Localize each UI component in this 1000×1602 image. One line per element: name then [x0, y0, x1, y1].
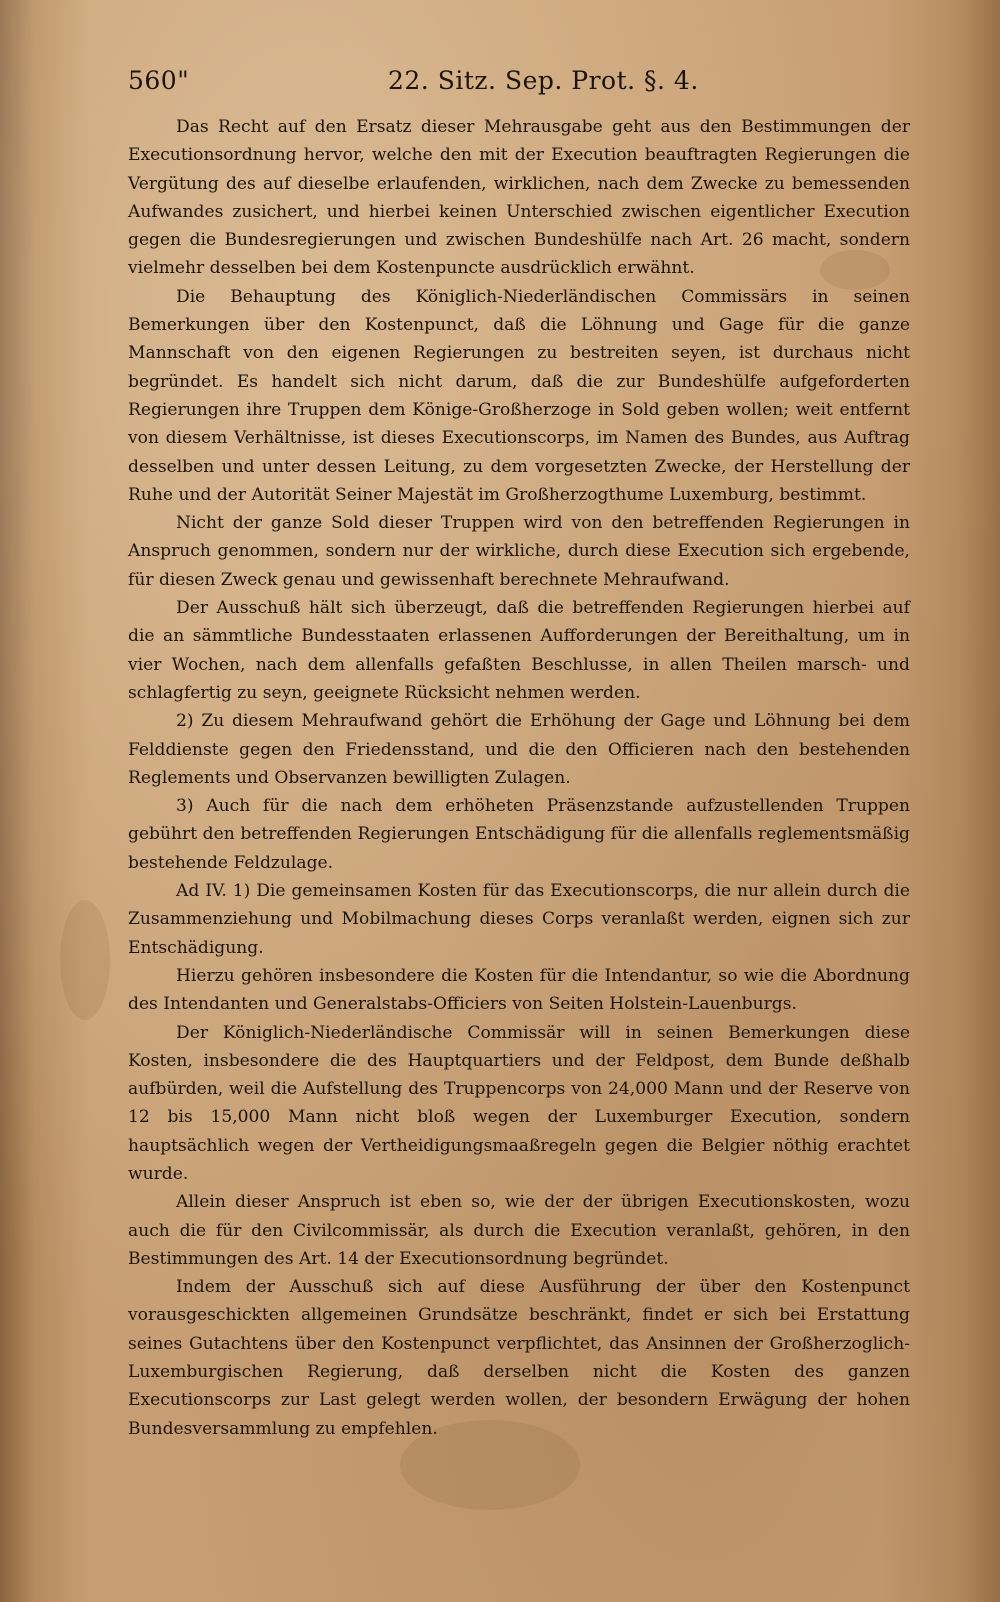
- paragraph: Die Behauptung des Königlich-Niederländischen Commissärs in seinen Bemerkungen über den Kostenpunct, daß die Löhnung und Gage für die ganze Mannschaft von den eigenen Regierungen zu bestreiten seyen, ist durchaus nicht begründet. Es handelt sich nicht darum, daß die zur Bundeshülfe aufgeforderten Regierungen ihre Truppen dem Könige-Großherzoge in Sold geben wollen; weit entfernt von diesem Verhältnisse, ist dieses Executionscorps, im Namen des Bundes, aus Auftrag desselben und unter dessen Leitung, zu dem vorgesetzten Zwecke, der Herstellung der Ruhe und der Autorität Seiner Majestät im Großherzogthume Luxemburg, bestimmt.: [128, 286, 910, 505]
- page-header: [128, 66, 910, 106]
- paragraph: Nicht der ganze Sold dieser Truppen wird von den betreffenden Regierungen in Anspruch genommen, sondern nur der wirkliche, durch diese Execution sich ergebende, für diesen Zweck genau und gewissenhaft berechnete Mehraufwand.: [128, 513, 910, 590]
- running-head: 22. Sitz. Sep. Prot. §. 4.: [388, 66, 699, 95]
- paragraph: Allein dieser Anspruch ist eben so, wie der der übrigen Executionskosten, wozu auch die für den Civilcommissär, als durch die Execution veranlaßt, gehören, in den Bestimmungen des Art. 14 der Executionsordnung begründet.: [128, 1192, 910, 1269]
- paragraph: Ad IV. 1) Die gemeinsamen Kosten für das Executionscorps, die nur allein durch die Zusammenziehung und Mobilmachung dieses Corps veranlaßt werden, eignen sich zur Entschädigung.: [128, 881, 910, 958]
- paragraph: Indem der Ausschuß sich auf diese Ausführung der über den Kostenpunct vorausgeschickten allgemeinen Grundsätze beschränkt, findet er sich bei Erstattung seines Gutachtens über den Kostenpunct verpflichtet, das Ansinnen der Großherzoglich-Luxemburgischen Regierung, daß derselben nicht die Kosten des ganzen Executionscorps zur Last gelegt werden wollen, der besondern Erwägung der hohen Bundesversammlung zu empfehlen.: [128, 1277, 910, 1439]
- body-text: [128, 113, 910, 1443]
- paper-stain: [60, 900, 110, 1020]
- paragraph: 3) Auch für die nach dem erhöheten Präsenzstande aufzustellenden Truppen gebührt den betreffenden Regierungen Entschädigung für die allenfalls reglementsmäßig bestehende Feldzulage.: [128, 796, 910, 873]
- page-number: 560": [128, 66, 190, 95]
- paragraph: Das Recht auf den Ersatz dieser Mehrausgabe geht aus den Bestimmungen der Executionsordnung hervor, welche den mit der Execution beauftragten Regierungen die Vergütung des auf dieselbe erlaufenden, wirklichen, nach dem Zwecke zu bemessenden Aufwandes zusichert, und hierbei keinen Unterschied zwischen eigentlicher Execution gegen die Bundesregierungen und zwischen Bundeshülfe nach Art. 26 macht, sondern vielmehr desselben bei dem Kostenpuncte ausdrücklich erwähnt.: [128, 117, 910, 279]
- paragraph: Hierzu gehören insbesondere die Kosten für die Intendantur, so wie die Abordnung des Intendanten und Generalstabs-Officiers von Seiten Holstein-Lauenburgs.: [128, 965, 910, 1015]
- paragraph: Der Ausschuß hält sich überzeugt, daß die betreffenden Regierungen hierbei auf die an sämmtliche Bundesstaaten erlassenen Aufforderungen der Bereithaltung, um in vier Wochen, nach dem allenfalls gefaßten Beschlusse, in allen Theilen marsch- und schlagfertig zu seyn, geeignete Rücksicht nehmen werden.: [128, 598, 910, 703]
- paragraph: Der Königlich-Niederländische Commissär will in seinen Bemerkungen diese Kosten, insbesondere die des Hauptquartiers und der Feldpost, dem Bunde deßhalb aufbürden, weil die Aufstellung des Truppencorps von 24,000 Mann und der Reserve von 12 bis 15,000 Mann nicht bloß wegen der Luxemburger Execution, sondern hauptsächlich wegen der Vertheidigungsmaaßregeln gegen die Belgier nöthig erachtet wurde.: [128, 1022, 910, 1184]
- paragraph: 2) Zu diesem Mehraufwand gehört die Erhöhung der Gage und Löhnung bei dem Felddienste gegen den Friedensstand, und die den Officieren nach den bestehenden Reglements und Observanzen bewilligten Zulagen.: [128, 711, 910, 788]
